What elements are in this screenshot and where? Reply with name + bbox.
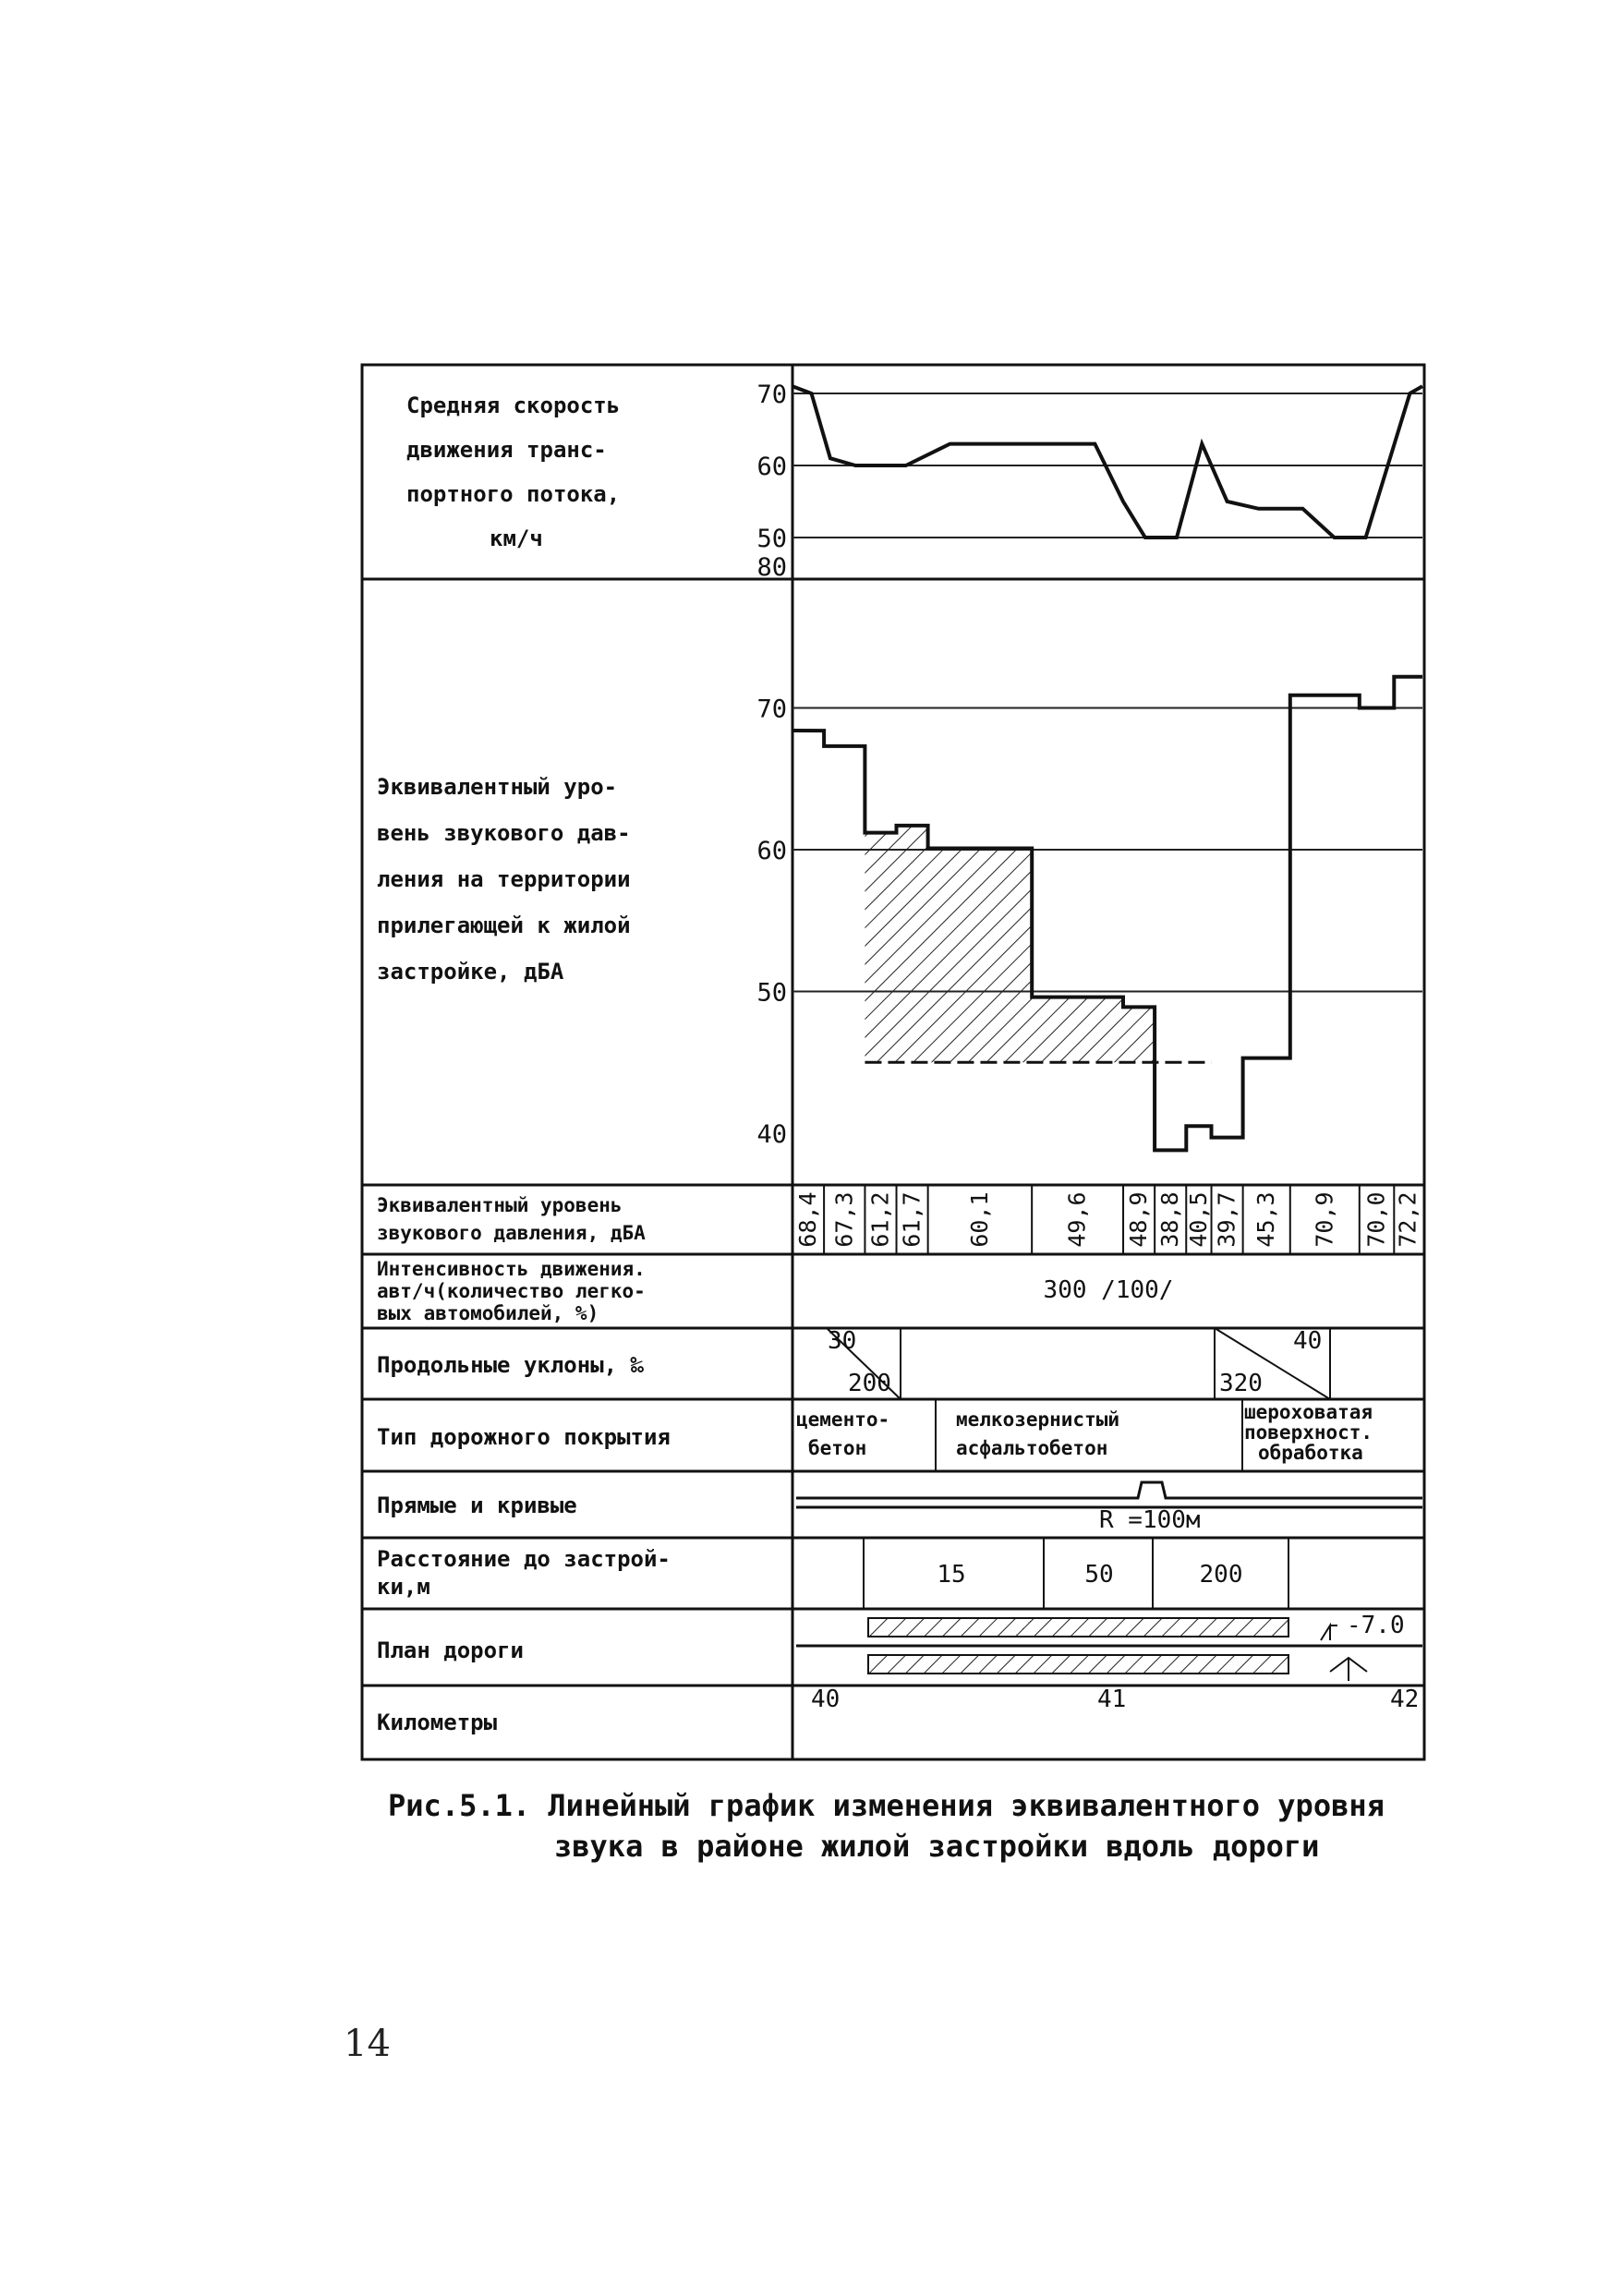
noise-value-label: 49,6 (1063, 1191, 1091, 1248)
svg-text:мелкозернистый: мелкозернистый (956, 1408, 1120, 1431)
svg-text:обработка: обработка (1258, 1442, 1363, 1464)
km-tick-40: 40 (811, 1686, 841, 1713)
noise-excess-hatched-area (865, 826, 1211, 1062)
noise-value-label: 68,4 (794, 1191, 822, 1248)
noise-value-label: 60,1 (965, 1191, 993, 1248)
noise-label (377, 774, 631, 985)
noise-value-label: 72,2 (1394, 1191, 1421, 1248)
grade-2-top: 40 (1293, 1327, 1323, 1355)
svg-text:асфальтобетон: асфальтобетон (956, 1437, 1108, 1459)
curve-radius: R =100м (1099, 1506, 1201, 1534)
noise-value-label: 67,3 (830, 1191, 858, 1248)
noise-axis-ticks (756, 553, 787, 1149)
speed-series-line (792, 386, 1422, 538)
km-row-label: Километры (377, 1710, 498, 1735)
svg-text:вых автомобилей, %): вых автомобилей, %) (377, 1302, 599, 1324)
svg-text:авт/ч(количество легко-: авт/ч(количество легко- (377, 1280, 646, 1302)
noise-tick-label: 80 (756, 553, 787, 582)
speed-tick-label: 70 (756, 381, 787, 409)
svg-text:бетон: бетон (808, 1437, 867, 1459)
grade-row-label: Продольные уклоны, ‰ (377, 1352, 644, 1378)
surface-2 (956, 1408, 1119, 1459)
svg-text:ления на территории: ления на территории (377, 866, 631, 892)
svg-text:поверхност.: поверхност. (1244, 1421, 1373, 1444)
svg-text:Эквивалентный уро-: Эквивалентный уро- (377, 774, 618, 800)
svg-text:движения транс-: движения транс- (406, 437, 607, 463)
page-number: 14 (344, 2023, 391, 2065)
speed-tick-label: 50 (756, 525, 787, 553)
svg-text:ки,м: ки,м (377, 1574, 430, 1600)
noise-value-label: 70,9 (1311, 1191, 1338, 1248)
noise-tick-label: 40 (756, 1120, 787, 1149)
svg-text:прилегающей к жилой: прилегающей к жилой (377, 912, 631, 938)
distance-row-label (377, 1546, 671, 1600)
grade-1-bottom: 200 (848, 1370, 891, 1397)
speed-tick-label: 60 (756, 453, 787, 481)
noise-value-label: 40,5 (1184, 1191, 1212, 1248)
svg-text:вень звукового дав-: вень звукового дав- (377, 820, 631, 846)
noise-tick-label: 70 (756, 695, 787, 724)
curves-row-label: Прямые и кривые (377, 1492, 577, 1518)
grade-1-top: 30 (828, 1327, 857, 1355)
svg-text:цементо-: цементо- (796, 1408, 890, 1431)
svg-text:застройке, дБА: застройке, дБА (377, 959, 564, 985)
km-tick-41: 41 (1097, 1686, 1127, 1713)
distance-3: 200 (1199, 1561, 1243, 1589)
grade-2-bottom: 320 (1219, 1370, 1263, 1397)
distance-1: 15 (937, 1561, 966, 1589)
svg-text:портного потока,: портного потока, (406, 481, 621, 507)
plan-row-label: План дороги (377, 1637, 524, 1663)
noise-value-label: 48,9 (1125, 1191, 1153, 1248)
traffic-row-label (377, 1258, 646, 1324)
noise-value-label: 61,7 (898, 1191, 925, 1248)
plan-mark: -7.0 (1347, 1612, 1405, 1639)
km-tick-42: 42 (1390, 1686, 1420, 1713)
svg-text:Средняя скорость: Средняя скорость (406, 393, 621, 418)
surface-1 (796, 1408, 889, 1459)
noise-tick-label: 50 (756, 978, 787, 1008)
svg-text:звукового давления, дБА: звукового давления, дБА (377, 1222, 646, 1244)
noise-value-label: 45,3 (1252, 1191, 1280, 1248)
caption-line-2: звука в районе жилой застройки вдоль дороги (554, 1829, 1320, 1864)
svg-text:шероховатая: шероховатая (1244, 1401, 1373, 1423)
surface-3 (1244, 1401, 1373, 1464)
traffic-value: 300 /100/ (1043, 1276, 1174, 1304)
noise-tick-label: 60 (756, 837, 787, 865)
svg-text:Расстояние до застрой-: Расстояние до застрой- (377, 1546, 671, 1572)
svg-text:Интенсивность движения.: Интенсивность движения. (377, 1258, 646, 1280)
svg-text:км/ч: км/ч (490, 526, 543, 551)
noise-row-label (377, 1194, 646, 1244)
noise-value-label: 39,7 (1213, 1191, 1240, 1248)
distance-2: 50 (1084, 1561, 1114, 1589)
road-plan (796, 1618, 1422, 1681)
noise-value-label: 61,2 (866, 1191, 894, 1248)
caption-line-1: Рис.5.1. Линейный график изменения эквивалентного уровня (388, 1788, 1385, 1823)
noise-value-label: 38,8 (1156, 1191, 1184, 1248)
noise-value-label: 70,0 (1362, 1191, 1390, 1248)
speed-label (406, 393, 620, 551)
speed-axis-ticks (756, 381, 787, 553)
noise-values-row (794, 1185, 1421, 1254)
curve-diagram (796, 1482, 1422, 1507)
svg-text:Эквивалентный уровень: Эквивалентный уровень (377, 1194, 623, 1216)
surface-row-label: Тип дорожного покрытия (377, 1424, 671, 1450)
